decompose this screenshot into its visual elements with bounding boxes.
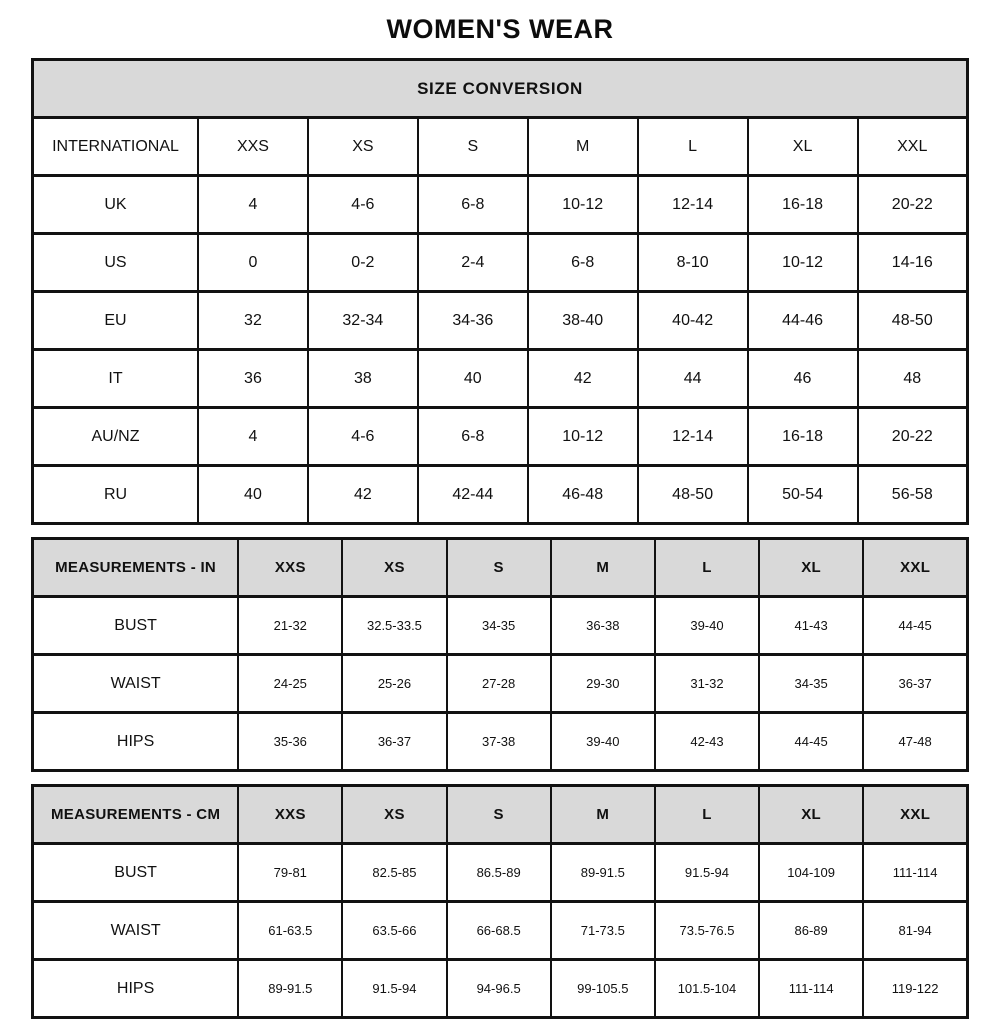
column-header: S xyxy=(447,539,551,597)
measurement-value: 89-91.5 xyxy=(238,960,342,1018)
measurement-value: 71-73.5 xyxy=(551,902,655,960)
row-label: UK xyxy=(33,176,198,234)
measurement-value: 111-114 xyxy=(863,844,967,902)
column-header: XXS xyxy=(238,786,342,844)
column-header: XL xyxy=(759,539,863,597)
measurement-value: 119-122 xyxy=(863,960,967,1018)
measurement-value: 73.5-76.5 xyxy=(655,902,759,960)
measurement-value: 36-37 xyxy=(863,655,967,713)
measurement-value: 24-25 xyxy=(238,655,342,713)
column-header: XXS xyxy=(238,539,342,597)
table-row xyxy=(33,292,968,350)
measurement-value: 94-96.5 xyxy=(447,960,551,1018)
row-label: HIPS xyxy=(33,713,239,771)
column-header: XXL xyxy=(863,786,967,844)
row-label: US xyxy=(33,234,198,292)
size-value: 14-16 xyxy=(858,234,968,292)
column-header: XXS xyxy=(198,118,308,176)
size-chart-page xyxy=(31,0,969,1019)
section-title: MEASUREMENTS - CM xyxy=(33,786,239,844)
measurement-value: 61-63.5 xyxy=(238,902,342,960)
table-row xyxy=(33,408,968,466)
measurement-value: 42-43 xyxy=(655,713,759,771)
size-value: 10-12 xyxy=(528,408,638,466)
measurement-value: 32.5-33.5 xyxy=(342,597,446,655)
row-label: HIPS xyxy=(33,960,239,1018)
section-title: SIZE CONVERSION xyxy=(33,60,968,118)
size-value: 6-8 xyxy=(528,234,638,292)
size-value: 40 xyxy=(418,350,528,408)
measurement-value: 86.5-89 xyxy=(447,844,551,902)
column-header: XS xyxy=(342,786,446,844)
measurement-value: 44-45 xyxy=(863,597,967,655)
column-header: M xyxy=(551,539,655,597)
row-label: WAIST xyxy=(33,902,239,960)
measurement-value: 86-89 xyxy=(759,902,863,960)
size-value: 40-42 xyxy=(638,292,748,350)
measurement-value: 111-114 xyxy=(759,960,863,1018)
size-value: 46-48 xyxy=(528,466,638,524)
measurement-value: 27-28 xyxy=(447,655,551,713)
size-value: 20-22 xyxy=(858,408,968,466)
size-value: 20-22 xyxy=(858,176,968,234)
size-value: 16-18 xyxy=(748,176,858,234)
measurement-value: 82.5-85 xyxy=(342,844,446,902)
size-value: 44 xyxy=(638,350,748,408)
table-row xyxy=(33,655,968,713)
measurement-value: 81-94 xyxy=(863,902,967,960)
size-value: 12-14 xyxy=(638,408,748,466)
size-value: 16-18 xyxy=(748,408,858,466)
size-value: 36 xyxy=(198,350,308,408)
column-header-row xyxy=(33,539,968,597)
measurement-value: 29-30 xyxy=(551,655,655,713)
measurement-value: 36-38 xyxy=(551,597,655,655)
column-header: INTERNATIONAL xyxy=(33,118,198,176)
size-value: 8-10 xyxy=(638,234,748,292)
column-header: L xyxy=(655,786,759,844)
column-header: XXL xyxy=(863,539,967,597)
measurement-value: 66-68.5 xyxy=(447,902,551,960)
size-value: 34-36 xyxy=(418,292,528,350)
measurement-value: 25-26 xyxy=(342,655,446,713)
row-label: BUST xyxy=(33,597,239,655)
measurement-value: 79-81 xyxy=(238,844,342,902)
measurements-cm-table xyxy=(31,784,969,1019)
column-header: XS xyxy=(342,539,446,597)
size-value: 38-40 xyxy=(528,292,638,350)
measurement-value: 99-105.5 xyxy=(551,960,655,1018)
size-conversion-table xyxy=(31,58,969,525)
size-value: 32-34 xyxy=(308,292,418,350)
row-label: EU xyxy=(33,292,198,350)
size-value: 46 xyxy=(748,350,858,408)
measurement-value: 36-37 xyxy=(342,713,446,771)
row-label: AU/NZ xyxy=(33,408,198,466)
size-value: 0-2 xyxy=(308,234,418,292)
size-value: 48-50 xyxy=(858,292,968,350)
row-label: IT xyxy=(33,350,198,408)
measurement-value: 34-35 xyxy=(447,597,551,655)
measurement-value: 31-32 xyxy=(655,655,759,713)
size-value: 4 xyxy=(198,176,308,234)
measurement-value: 21-32 xyxy=(238,597,342,655)
size-value: 10-12 xyxy=(748,234,858,292)
measurements-in-table xyxy=(31,537,969,772)
size-value: 4 xyxy=(198,408,308,466)
column-header-row xyxy=(33,118,968,176)
size-value: 56-58 xyxy=(858,466,968,524)
table-row xyxy=(33,597,968,655)
column-header: L xyxy=(638,118,748,176)
measurement-value: 39-40 xyxy=(655,597,759,655)
size-value: 50-54 xyxy=(748,466,858,524)
size-value: 42 xyxy=(308,466,418,524)
table-row xyxy=(33,466,968,524)
measurement-value: 104-109 xyxy=(759,844,863,902)
size-value: 38 xyxy=(308,350,418,408)
row-label: RU xyxy=(33,466,198,524)
size-value: 10-12 xyxy=(528,176,638,234)
table-row xyxy=(33,844,968,902)
measurement-value: 91.5-94 xyxy=(342,960,446,1018)
page-title: WOMEN'S WEAR xyxy=(386,14,614,44)
measurement-value: 44-45 xyxy=(759,713,863,771)
size-value: 6-8 xyxy=(418,176,528,234)
size-value: 48 xyxy=(858,350,968,408)
size-value: 48-50 xyxy=(638,466,748,524)
measurement-value: 89-91.5 xyxy=(551,844,655,902)
measurement-value: 101.5-104 xyxy=(655,960,759,1018)
size-value: 4-6 xyxy=(308,176,418,234)
column-header-row xyxy=(33,786,968,844)
column-header: XS xyxy=(308,118,418,176)
column-header: M xyxy=(551,786,655,844)
size-value: 44-46 xyxy=(748,292,858,350)
measurement-value: 37-38 xyxy=(447,713,551,771)
measurement-value: 34-35 xyxy=(759,655,863,713)
size-value: 40 xyxy=(198,466,308,524)
table-row xyxy=(33,176,968,234)
table-row xyxy=(33,350,968,408)
section-title: MEASUREMENTS - IN xyxy=(33,539,239,597)
size-value: 0 xyxy=(198,234,308,292)
table-row xyxy=(33,713,968,771)
table-header xyxy=(33,60,968,118)
column-header: M xyxy=(528,118,638,176)
table-row xyxy=(33,960,968,1018)
row-label: BUST xyxy=(33,844,239,902)
column-header: S xyxy=(447,786,551,844)
column-header: XL xyxy=(748,118,858,176)
measurement-value: 47-48 xyxy=(863,713,967,771)
size-value: 42-44 xyxy=(418,466,528,524)
column-header: L xyxy=(655,539,759,597)
measurement-value: 41-43 xyxy=(759,597,863,655)
table-row xyxy=(33,902,968,960)
size-value: 32 xyxy=(198,292,308,350)
measurement-value: 39-40 xyxy=(551,713,655,771)
measurement-value: 63.5-66 xyxy=(342,902,446,960)
column-header: XXL xyxy=(858,118,968,176)
row-label: WAIST xyxy=(33,655,239,713)
size-value: 4-6 xyxy=(308,408,418,466)
size-value: 6-8 xyxy=(418,408,528,466)
measurement-value: 91.5-94 xyxy=(655,844,759,902)
size-value: 42 xyxy=(528,350,638,408)
measurement-value: 35-36 xyxy=(238,713,342,771)
size-value: 12-14 xyxy=(638,176,748,234)
column-header: XL xyxy=(759,786,863,844)
size-value: 2-4 xyxy=(418,234,528,292)
column-header: S xyxy=(418,118,528,176)
table-row xyxy=(33,234,968,292)
